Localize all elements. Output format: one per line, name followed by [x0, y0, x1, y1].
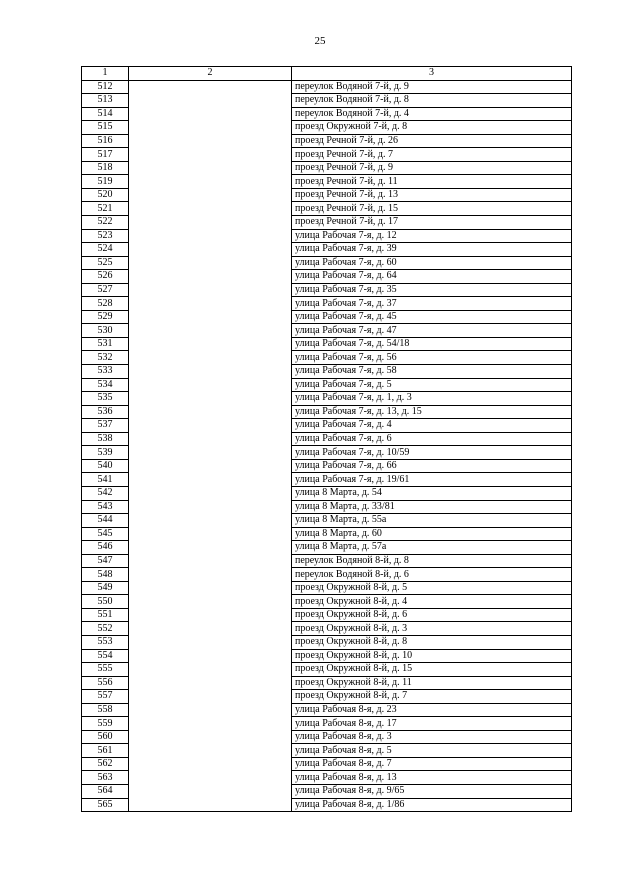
row-number-cell: 556	[82, 676, 129, 690]
row-number-cell: 555	[82, 663, 129, 677]
district-cell	[129, 459, 292, 473]
row-number-cell: 527	[82, 283, 129, 297]
row-number-cell: 562	[82, 757, 129, 771]
table-row	[82, 676, 572, 690]
table-row	[82, 310, 572, 324]
district-cell	[129, 80, 292, 94]
row-number-cell: 552	[82, 622, 129, 636]
table-row	[82, 459, 572, 473]
address-cell: улица Рабочая 7-я, д. 47	[292, 324, 572, 338]
district-cell	[129, 148, 292, 162]
row-number-cell: 560	[82, 730, 129, 744]
district-cell	[129, 595, 292, 609]
address-cell: переулок Водяной 7-й, д. 4	[292, 107, 572, 121]
table-row	[82, 337, 572, 351]
district-cell	[129, 676, 292, 690]
district-cell	[129, 283, 292, 297]
district-cell	[129, 365, 292, 379]
table-row	[82, 324, 572, 338]
table-row	[82, 446, 572, 460]
table-row	[82, 297, 572, 311]
address-cell: улица Рабочая 8-я, д. 3	[292, 730, 572, 744]
address-cell: переулок Водяной 7-й, д. 8	[292, 94, 572, 108]
district-cell	[129, 500, 292, 514]
address-cell: переулок Водяной 8-й, д. 8	[292, 554, 572, 568]
row-number-cell: 518	[82, 161, 129, 175]
table-row	[82, 432, 572, 446]
district-cell	[129, 635, 292, 649]
table-row	[82, 161, 572, 175]
address-cell: проезд Окружной 8-й, д. 5	[292, 581, 572, 595]
table-row	[82, 175, 572, 189]
row-number-cell: 530	[82, 324, 129, 338]
address-cell: улица Рабочая 8-я, д. 17	[292, 717, 572, 731]
table-row	[82, 798, 572, 812]
row-number-cell: 531	[82, 337, 129, 351]
district-cell	[129, 161, 292, 175]
table-row	[82, 771, 572, 785]
table-row	[82, 365, 572, 379]
address-table	[81, 66, 572, 812]
district-cell	[129, 784, 292, 798]
table-body	[82, 80, 572, 812]
district-cell	[129, 256, 292, 270]
district-cell	[129, 446, 292, 460]
address-cell: проезд Речной 7-й, д. 9	[292, 161, 572, 175]
address-cell: переулок Водяной 7-й, д. 9	[292, 80, 572, 94]
table-row	[82, 663, 572, 677]
row-number-cell: 529	[82, 310, 129, 324]
address-cell: проезд Окружной 8-й, д. 4	[292, 595, 572, 609]
address-cell: переулок Водяной 8-й, д. 6	[292, 568, 572, 582]
column-header-3: 3	[292, 67, 572, 81]
address-cell: улица 8 Марта, д. 54	[292, 486, 572, 500]
table-row	[82, 378, 572, 392]
address-cell: проезд Речной 7-й, д. 15	[292, 202, 572, 216]
table-row	[82, 243, 572, 257]
address-cell: улица Рабочая 7-я, д. 10/59	[292, 446, 572, 460]
table-row	[82, 703, 572, 717]
district-cell	[129, 554, 292, 568]
address-cell: улица Рабочая 7-я, д. 39	[292, 243, 572, 257]
table-row	[82, 134, 572, 148]
address-cell: проезд Речной 7-й, д. 11	[292, 175, 572, 189]
table-row	[82, 351, 572, 365]
district-cell	[129, 107, 292, 121]
table-row	[82, 635, 572, 649]
row-number-cell: 557	[82, 690, 129, 704]
address-cell: улица Рабочая 7-я, д. 37	[292, 297, 572, 311]
table-row	[82, 188, 572, 202]
row-number-cell: 523	[82, 229, 129, 243]
row-number-cell: 522	[82, 216, 129, 230]
table-row	[82, 730, 572, 744]
district-cell	[129, 703, 292, 717]
address-cell: проезд Окружной 7-й, д. 8	[292, 121, 572, 135]
table-row	[82, 554, 572, 568]
row-number-cell: 516	[82, 134, 129, 148]
row-number-cell: 535	[82, 392, 129, 406]
district-cell	[129, 581, 292, 595]
row-number-cell: 519	[82, 175, 129, 189]
address-cell: проезд Речной 7-й, д. 17	[292, 216, 572, 230]
district-cell	[129, 771, 292, 785]
address-cell: улица Рабочая 7-я, д. 56	[292, 351, 572, 365]
row-number-cell: 512	[82, 80, 129, 94]
row-number-cell: 543	[82, 500, 129, 514]
row-number-cell: 537	[82, 419, 129, 433]
table-row	[82, 270, 572, 284]
table-row	[82, 94, 572, 108]
address-cell: проезд Речной 7-й, д. 26	[292, 134, 572, 148]
district-cell	[129, 94, 292, 108]
district-cell	[129, 134, 292, 148]
address-cell: проезд Окружной 8-й, д. 15	[292, 663, 572, 677]
row-number-cell: 513	[82, 94, 129, 108]
address-cell: улица Рабочая 8-я, д. 13	[292, 771, 572, 785]
row-number-cell: 526	[82, 270, 129, 284]
district-cell	[129, 310, 292, 324]
row-number-cell: 541	[82, 473, 129, 487]
row-number-cell: 517	[82, 148, 129, 162]
address-cell: проезд Речной 7-й, д. 13	[292, 188, 572, 202]
table-row	[82, 581, 572, 595]
table-row	[82, 486, 572, 500]
district-cell	[129, 121, 292, 135]
address-cell: улица Рабочая 7-я, д. 1, д. 3	[292, 392, 572, 406]
row-number-cell: 547	[82, 554, 129, 568]
table-row	[82, 283, 572, 297]
district-cell	[129, 730, 292, 744]
table-row	[82, 107, 572, 121]
row-number-cell: 544	[82, 514, 129, 528]
table-row	[82, 622, 572, 636]
address-cell: улица Рабочая 7-я, д. 4	[292, 419, 572, 433]
district-cell	[129, 202, 292, 216]
address-cell: улица 8 Марта, д. 55а	[292, 514, 572, 528]
address-cell: проезд Окружной 8-й, д. 7	[292, 690, 572, 704]
row-number-cell: 542	[82, 486, 129, 500]
district-cell	[129, 324, 292, 338]
table-row	[82, 541, 572, 555]
district-cell	[129, 175, 292, 189]
address-cell: улица Рабочая 7-я, д. 35	[292, 283, 572, 297]
district-cell	[129, 690, 292, 704]
table-header-row	[82, 67, 572, 81]
table-row	[82, 595, 572, 609]
district-cell	[129, 243, 292, 257]
table-row	[82, 216, 572, 230]
table-row	[82, 500, 572, 514]
row-number-cell: 551	[82, 608, 129, 622]
address-cell: проезд Окружной 8-й, д. 6	[292, 608, 572, 622]
column-header-1: 1	[82, 67, 129, 81]
row-number-cell: 532	[82, 351, 129, 365]
district-cell	[129, 432, 292, 446]
address-cell: улица Рабочая 7-я, д. 60	[292, 256, 572, 270]
district-cell	[129, 216, 292, 230]
table-row	[82, 405, 572, 419]
row-number-cell: 554	[82, 649, 129, 663]
district-cell	[129, 486, 292, 500]
address-cell: улица 8 Марта, д. 60	[292, 527, 572, 541]
table-row	[82, 757, 572, 771]
address-cell: проезд Окружной 8-й, д. 3	[292, 622, 572, 636]
address-cell: улица Рабочая 7-я, д. 19/61	[292, 473, 572, 487]
district-cell	[129, 798, 292, 812]
district-cell	[129, 649, 292, 663]
address-cell: проезд Окружной 8-й, д. 10	[292, 649, 572, 663]
district-cell	[129, 514, 292, 528]
row-number-cell: 545	[82, 527, 129, 541]
table-row	[82, 690, 572, 704]
table-row	[82, 419, 572, 433]
row-number-cell: 539	[82, 446, 129, 460]
district-cell	[129, 351, 292, 365]
row-number-cell: 525	[82, 256, 129, 270]
row-number-cell: 546	[82, 541, 129, 555]
table-row	[82, 80, 572, 94]
district-cell	[129, 188, 292, 202]
page-number: 25	[314, 35, 326, 47]
district-cell	[129, 378, 292, 392]
table-row	[82, 514, 572, 528]
table-row	[82, 649, 572, 663]
row-number-cell: 536	[82, 405, 129, 419]
table-row	[82, 229, 572, 243]
table-row	[82, 121, 572, 135]
row-number-cell: 528	[82, 297, 129, 311]
column-header-2: 2	[129, 67, 292, 81]
address-cell: улица Рабочая 8-я, д. 9/65	[292, 784, 572, 798]
address-cell: улица Рабочая 7-я, д. 12	[292, 229, 572, 243]
address-cell: улица Рабочая 7-я, д. 64	[292, 270, 572, 284]
table-row	[82, 568, 572, 582]
row-number-cell: 520	[82, 188, 129, 202]
row-number-cell: 563	[82, 771, 129, 785]
district-cell	[129, 541, 292, 555]
row-number-cell: 524	[82, 243, 129, 257]
row-number-cell: 559	[82, 717, 129, 731]
row-number-cell: 514	[82, 107, 129, 121]
address-cell: улица Рабочая 7-я, д. 13, д. 15	[292, 405, 572, 419]
table-row	[82, 392, 572, 406]
address-cell: улица Рабочая 8-я, д. 23	[292, 703, 572, 717]
address-cell: улица Рабочая 7-я, д. 58	[292, 365, 572, 379]
district-cell	[129, 744, 292, 758]
row-number-cell: 561	[82, 744, 129, 758]
row-number-cell: 538	[82, 432, 129, 446]
table-row	[82, 148, 572, 162]
district-cell	[129, 622, 292, 636]
row-number-cell: 553	[82, 635, 129, 649]
row-number-cell: 540	[82, 459, 129, 473]
address-cell: проезд Речной 7-й, д. 7	[292, 148, 572, 162]
row-number-cell: 565	[82, 798, 129, 812]
district-cell	[129, 392, 292, 406]
row-number-cell: 534	[82, 378, 129, 392]
address-cell: улица Рабочая 8-я, д. 7	[292, 757, 572, 771]
district-cell	[129, 527, 292, 541]
address-cell: улица Рабочая 7-я, д. 54/18	[292, 337, 572, 351]
district-cell	[129, 663, 292, 677]
table-row	[82, 202, 572, 216]
address-cell: проезд Окружной 8-й, д. 8	[292, 635, 572, 649]
row-number-cell: 558	[82, 703, 129, 717]
address-cell: улица Рабочая 7-я, д. 6	[292, 432, 572, 446]
district-cell	[129, 337, 292, 351]
district-cell	[129, 568, 292, 582]
district-cell	[129, 419, 292, 433]
district-cell	[129, 270, 292, 284]
address-cell: проезд Окружной 8-й, д. 11	[292, 676, 572, 690]
address-cell: улица Рабочая 8-я, д. 5	[292, 744, 572, 758]
address-cell: улица Рабочая 7-я, д. 66	[292, 459, 572, 473]
table-row	[82, 744, 572, 758]
address-cell: улица Рабочая 7-я, д. 45	[292, 310, 572, 324]
row-number-cell: 550	[82, 595, 129, 609]
district-cell	[129, 717, 292, 731]
district-cell	[129, 473, 292, 487]
address-cell: улица 8 Марта, д. 33/81	[292, 500, 572, 514]
row-number-cell: 548	[82, 568, 129, 582]
district-cell	[129, 297, 292, 311]
address-cell: улица 8 Марта, д. 57а	[292, 541, 572, 555]
district-cell	[129, 608, 292, 622]
table-row	[82, 784, 572, 798]
district-cell	[129, 229, 292, 243]
row-number-cell: 549	[82, 581, 129, 595]
table-row	[82, 527, 572, 541]
row-number-cell: 533	[82, 365, 129, 379]
row-number-cell: 564	[82, 784, 129, 798]
address-cell: улица Рабочая 8-я, д. 1/86	[292, 798, 572, 812]
table-row	[82, 256, 572, 270]
row-number-cell: 515	[82, 121, 129, 135]
district-cell	[129, 405, 292, 419]
address-cell: улица Рабочая 7-я, д. 5	[292, 378, 572, 392]
table-row	[82, 473, 572, 487]
table-row	[82, 608, 572, 622]
district-cell	[129, 757, 292, 771]
table-row	[82, 717, 572, 731]
row-number-cell: 521	[82, 202, 129, 216]
